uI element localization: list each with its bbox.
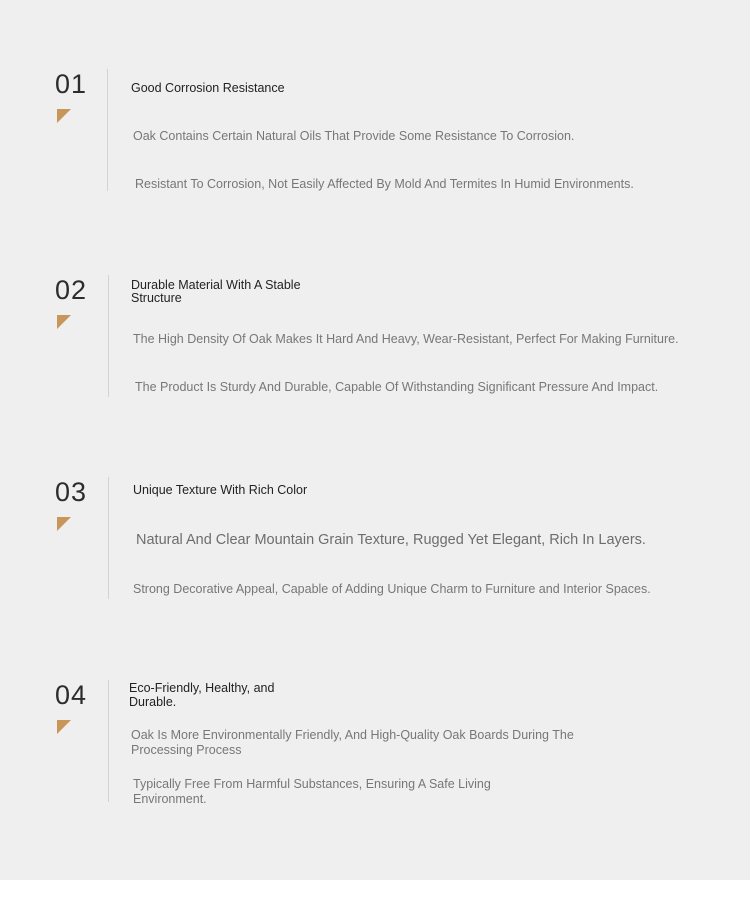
feature-line-1: Natural And Clear Mountain Grain Texture, Rugged Yet Elegant, Rich In Layers. xyxy=(136,532,646,548)
divider-line xyxy=(108,275,109,397)
accent-triangle-icon xyxy=(57,720,71,734)
feature-number: 02 xyxy=(55,275,88,305)
feature-title: Unique Texture With Rich Color xyxy=(133,483,308,497)
accent-triangle-icon xyxy=(57,315,71,329)
feature-line-2: Strong Decorative Appeal, Capable of Adding Unique Charm to Furniture and Interior Spaces. xyxy=(133,582,651,596)
feature-number: 01 xyxy=(55,69,88,99)
feature-title: Durable Material With A Stable Structure xyxy=(131,278,301,305)
accent-triangle-icon xyxy=(57,109,71,123)
feature-line-1: The High Density Of Oak Makes It Hard And Heavy, Wear-Resistant, Perfect For Making Furniture. xyxy=(133,332,679,346)
feature-number: 04 xyxy=(55,680,88,710)
feature-line-2: The Product Is Sturdy And Durable, Capable Of Withstanding Significant Pressure And Impact. xyxy=(135,380,659,394)
feature-title: Good Corrosion Resistance xyxy=(131,81,285,95)
divider-line xyxy=(107,69,108,191)
feature-title: Eco-Friendly, Healthy, and Durable. xyxy=(129,681,275,709)
feature-line-1: Oak Is More Environmentally Friendly, And High-Quality Oak Boards During The Processing Process xyxy=(131,728,574,757)
divider-line xyxy=(108,477,109,599)
feature-line-2: Resistant To Corrosion, Not Easily Affected By Mold And Termites In Humid Environments. xyxy=(135,177,634,191)
feature-line-1: Oak Contains Certain Natural Oils That Provide Some Resistance To Corrosion. xyxy=(133,129,575,143)
divider-line xyxy=(108,680,109,802)
feature-number: 03 xyxy=(55,477,88,507)
feature-line-2: Typically Free From Harmful Substances, Ensuring A Safe Living Environment. xyxy=(133,777,491,806)
accent-triangle-icon xyxy=(57,517,71,531)
